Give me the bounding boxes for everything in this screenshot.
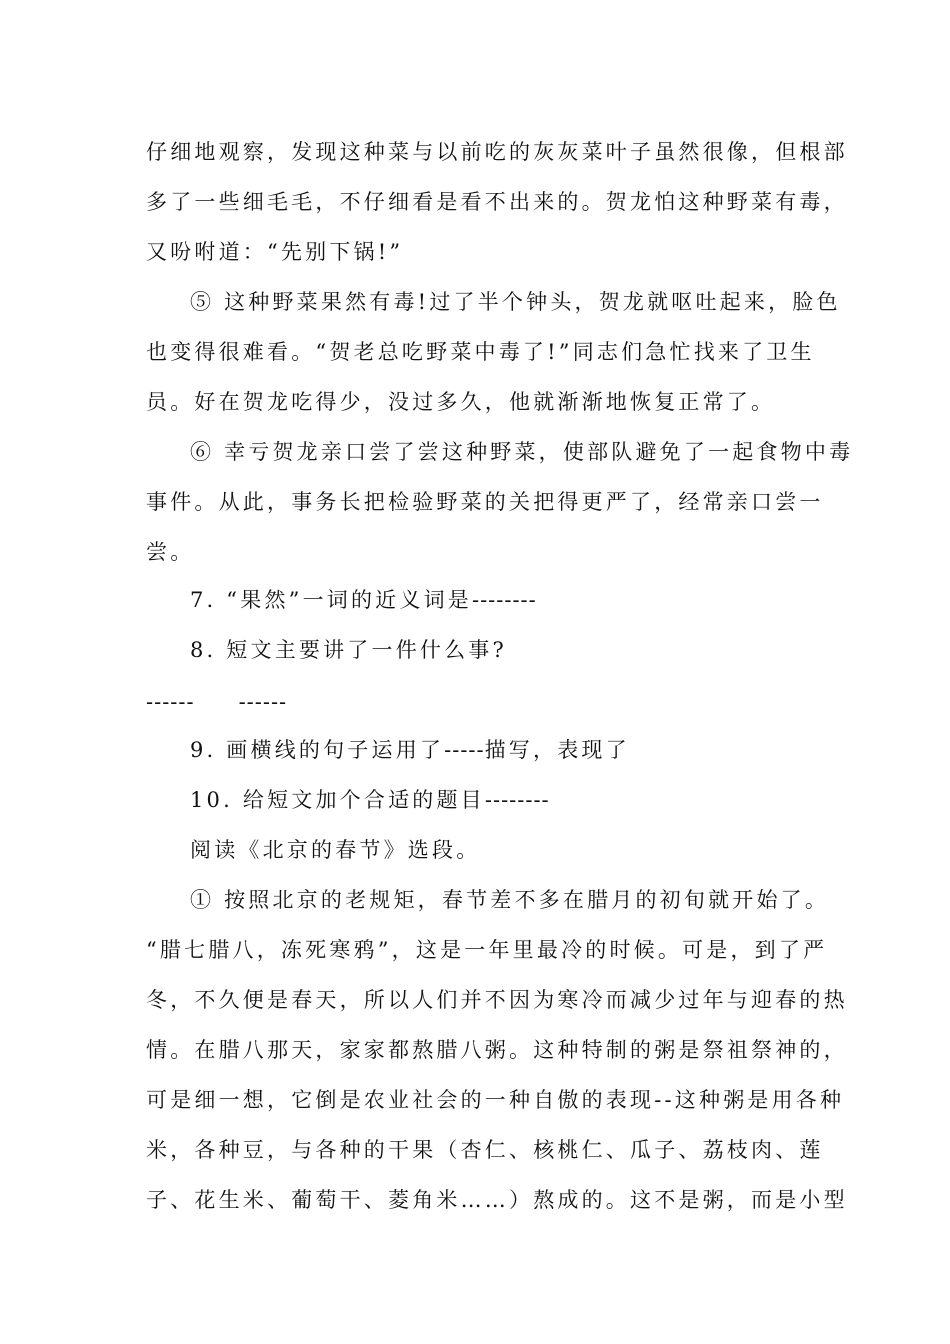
- paragraph-line: 情。在腊八那天，家家都熬腊八粥。这种特制的粥是祭祖祭神的，: [146, 1038, 848, 1062]
- answer-blank[interactable]: --------: [484, 788, 550, 812]
- question-9: [190, 734, 630, 766]
- paragraph-line: ① 按照北京的老规矩，春节差不多在腊月的初旬就开始了。: [190, 888, 830, 912]
- paragraph-line: 米，各种豆，与各种的干果（杏仁、核桃仁、瓜子、荔枝肉、莲: [146, 1138, 824, 1162]
- answer-blank[interactable]: -----: [444, 738, 485, 762]
- answer-blank[interactable]: ------: [146, 690, 195, 714]
- answer-blank[interactable]: --------: [471, 588, 537, 612]
- paragraph-line: 事件。从此，事务长把检验野菜的关把得更严了，经常亲口尝一: [146, 490, 824, 514]
- paragraph-line: ⑥ 幸亏贺龙亲口尝了尝这种野菜，使部队避免了一起食物中毒: [190, 440, 854, 464]
- paragraph-line: 多了一些细毛毛，不仔细看是看不出来的。贺龙怕这种野菜有毒，: [146, 190, 848, 214]
- paragraph-line: 仔细地观察，发现这种菜与以前吃的灰灰菜叶子虽然很像，但根部: [146, 140, 848, 164]
- question-7-text: 7. “果然”一词的近义词是: [190, 588, 472, 612]
- answer-blank[interactable]: ------: [238, 690, 288, 714]
- paragraph-line: 又吩咐道：“先别下锅!”: [146, 240, 404, 264]
- paragraph-line: 员。好在贺龙吃得少，没过多久，他就渐渐地恢复正常了。: [146, 390, 776, 414]
- question-8: 8. 短文主要讲了一件什么事?: [190, 638, 507, 662]
- question-8-answer: [146, 686, 287, 718]
- question-9-tail: 描写，表现了: [484, 738, 630, 762]
- paragraph-line: 子、花生米、葡萄干、菱角米……）熬成的。这不是粥，而是小型: [146, 1188, 848, 1212]
- question-7: [190, 584, 537, 616]
- question-9-text: 9. 画横线的句子运用了: [190, 738, 445, 762]
- paragraph-line: 冬，不久便是春天，所以人们并不因为寒冷而减少过年与迎春的热: [146, 988, 848, 1012]
- reading-intro: 阅读《北京的春节》选段。: [190, 838, 481, 862]
- paragraph-line: “腊七腊八，冻死寒鸦”，这是一年里最冷的时候。可是，到了严: [146, 938, 828, 962]
- paragraph-line: ⑤ 这种野菜果然有毒!过了半个钟头，贺龙就呕吐起来，脸色: [190, 290, 841, 314]
- question-10-text: 10. 给短文加个合适的题目: [190, 788, 485, 812]
- paragraph-line: 也变得很难看。“贺老总吃野菜中毒了!”同志们急忙找来了卫生: [146, 340, 815, 364]
- paragraph-line: 可是细一想，它倒是农业社会的一种自傲的表现--这种粥是用各种: [146, 1088, 845, 1112]
- paragraph-line: 尝。: [146, 540, 195, 564]
- question-10: [190, 784, 550, 816]
